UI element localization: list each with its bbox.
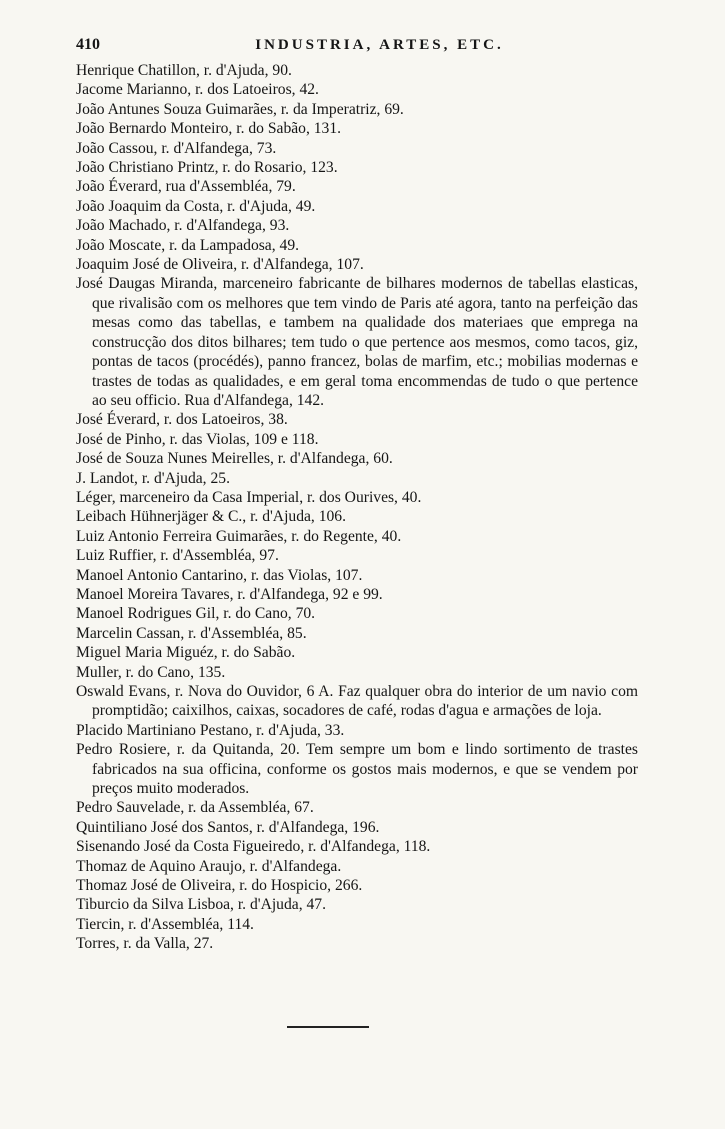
directory-entry: Tiercin, r. d'Assembléa, 114. xyxy=(76,915,254,933)
directory-entry: João Cassou, r. d'Alfandega, 73. xyxy=(76,139,277,157)
directory-entry: Oswald Evans, r. Nova do Ouvidor, 6 A. Faz qualquer obra do interior de um navio com promptidão; caixilhos, caixas, socadores de café, rodas d'agua e armações de loja. xyxy=(76,683,638,720)
directory-entry: João Bernardo Monteiro, r. do Sabão, 131. xyxy=(76,120,342,138)
directory-entry: Luiz Ruffier, r. d'Assembléa, 97. xyxy=(76,547,279,565)
directory-entry: João Christiano Printz, r. do Rosario, 123. xyxy=(76,159,338,177)
end-rule xyxy=(287,1026,369,1028)
directory-entry: Henrique Chatillon, r. d'Ajuda, 90. xyxy=(76,62,292,79)
directory-entry: Torres, r. da Valla, 27. xyxy=(76,935,214,953)
running-head: INDUSTRIA, ARTES, ETC. xyxy=(255,37,504,53)
directory-entry: J. Landot, r. d'Ajuda, 25. xyxy=(76,469,230,487)
directory-entry: João Éverard, rua d'Assembléa, 79. xyxy=(76,178,296,196)
directory-entry: Léger, marceneiro da Casa Imperial, r. dos Ourives, 40. xyxy=(76,488,422,506)
directory-entry: José Éverard, r. dos Latoeiros, 38. xyxy=(76,411,288,429)
directory-entry: José de Souza Nunes Meirelles, r. d'Alfandega, 60. xyxy=(76,450,393,468)
directory-entry: Marcelin Cassan, r. d'Assembléa, 85. xyxy=(76,624,307,642)
directory-entry: Thomaz José de Oliveira, r. do Hospicio, 266. xyxy=(76,877,363,895)
directory-entry: Tiburcio da Silva Lisboa, r. d'Ajuda, 47. xyxy=(76,896,326,914)
directory-entry: João Moscate, r. da Lampadosa, 49. xyxy=(76,236,300,254)
directory-entry: Pedro Rosiere, r. da Quitanda, 20. Tem sempre um bom e lindo sortimento de trastes fabricados na sua officina, conforme os gostos mais modernos, e que se vendem por preços muito moderados. xyxy=(76,741,638,798)
page-header xyxy=(76,36,639,54)
directory-entry: José de Pinho, r. das Violas, 109 e 118. xyxy=(76,430,319,448)
directory-entry: Leibach Hühnerjäger & C., r. d'Ajuda, 106. xyxy=(76,508,346,526)
directory-entry: Luiz Antonio Ferreira Guimarães, r. do Regente, 40. xyxy=(76,527,402,545)
directory-entry: João Antunes Souza Guimarães, r. da Imperatriz, 69. xyxy=(76,100,404,118)
directory-entry: Jacome Marianno, r. dos Latoeiros, 42. xyxy=(76,81,319,99)
directory-entries xyxy=(76,61,638,954)
directory-entry: Miguel Maria Miguéz, r. do Sabão. xyxy=(76,644,296,662)
directory-entry: José Daugas Miranda, marceneiro fabricante de bilhares modernos de tabellas elasticas, que rivalisão com os melhores que tem vindo de Paris até agora, tanto na perfeição das mesas como das tabellas, e tambem na qualidade dos materiaes que emprega na construcção dos ditos bilhares; tem tudo o que pertence aos mesmos, como tacos, giz, pontas de tacos (procédés), panno francez, bolas de marfim, etc.; mobilias modernas e trastes de todas as qualidades, e em geral toma encommendas de tudo o que pertence ao seu officio. Rua d'Alfandega, 142. xyxy=(76,275,638,409)
page-number: 410 xyxy=(76,36,100,53)
directory-entry: João Joaquim da Costa, r. d'Ajuda, 49. xyxy=(76,197,316,215)
directory-entry: Quintiliano José dos Santos, r. d'Alfandega, 196. xyxy=(76,818,380,836)
directory-entry: Manoel Antonio Cantarino, r. das Violas, 107. xyxy=(76,566,363,584)
directory-entry: João Machado, r. d'Alfandega, 93. xyxy=(76,217,290,235)
directory-entry: Manoel Moreira Tavares, r. d'Alfandega, 92 e 99. xyxy=(76,585,383,603)
directory-entry: Sisenando José da Costa Figueiredo, r. d'Alfandega, 118. xyxy=(76,838,431,856)
directory-entry: Joaquim José de Oliveira, r. d'Alfandega, 107. xyxy=(76,256,364,274)
directory-entry: Placido Martiniano Pestano, r. d'Ajuda, 33. xyxy=(76,721,345,739)
directory-entry: Muller, r. do Cano, 135. xyxy=(76,663,226,681)
directory-entry: Manoel Rodrigues Gil, r. do Cano, 70. xyxy=(76,605,316,623)
directory-entry: Thomaz de Aquino Araujo, r. d'Alfandega. xyxy=(76,857,342,875)
directory-entry: Pedro Sauvelade, r. da Assembléa, 67. xyxy=(76,799,314,817)
